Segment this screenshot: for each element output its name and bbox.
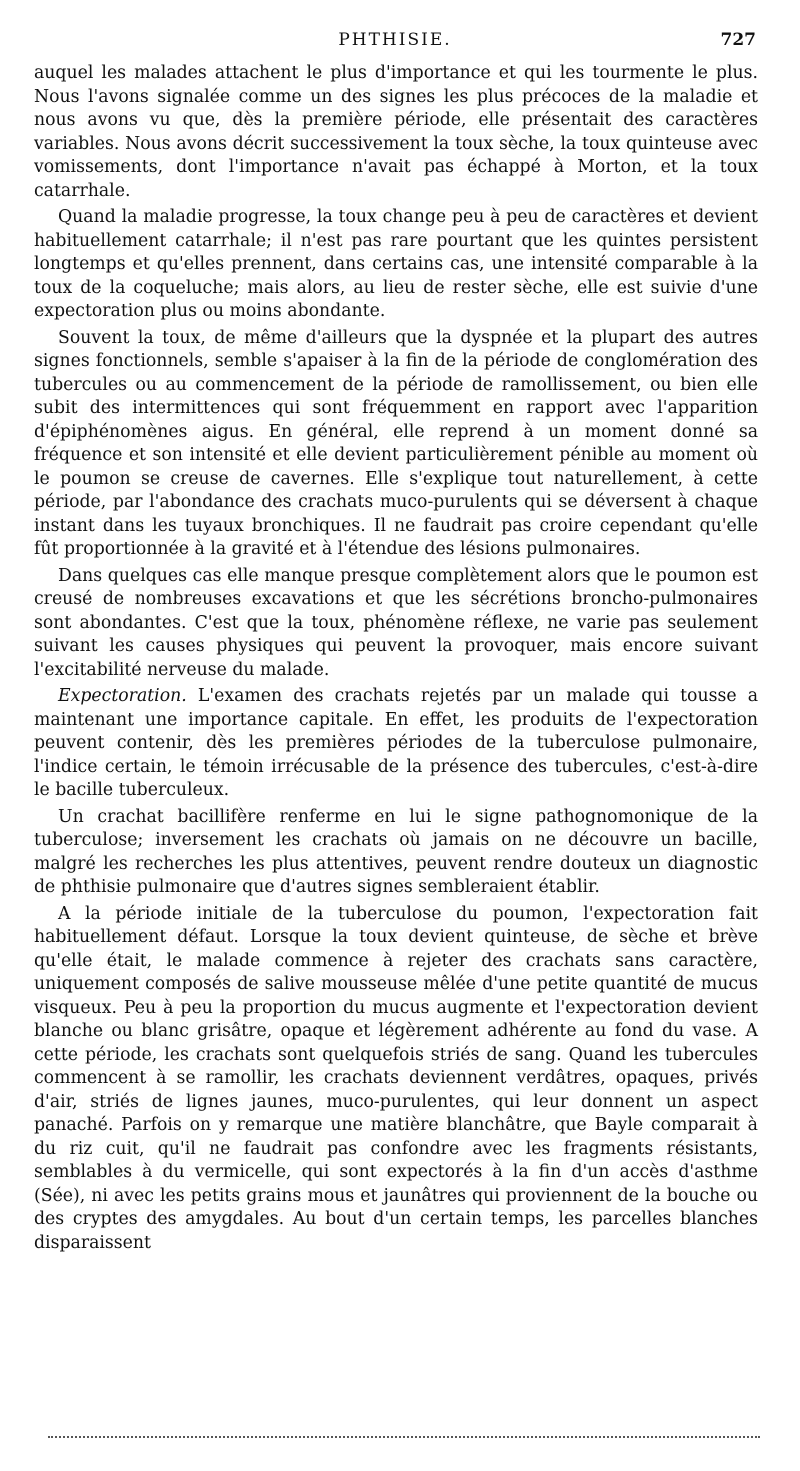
paragraph-text: A la période initiale de la tuberculose du poumon, l'expectoration fait habituellement défaut. Lorsque la toux devient quinteuse, de sèche et brève qu'elle était, le malade commence à rejeter des crachats sans caractère, uniquement composés de salive mousseuse mêlée d'une petite quantité de mucus visqueux. Peu à peu la proportion du mucus augmente et l'expectoration devient blanche ou blanc grisâtre, opaque et légèrement adhérente au fond du vase. A cette période, les crachats sont quelquefois striés de sang. Quand les tubercules commencent à se ramollir, les crachats deviennent verdâtres, opaques, privés d'air, striés de lignes jaunes, muco-purulentes, qui leur donnent un aspect panaché. Parfois on y remarque une matière blanchâtre, que Bayle comparait à du riz cuit, qu'il ne faudrait pas confondre avec les fragments résistants, semblables à du vermicelle, qui sont expectorés à la fin d'un accès d'asthme (Sée), ni avec les petits grains mous et jaunâtres qui proviennent de la bouche ou des cryptes des amygdales. Au bout d'un certain temps, les parcelles blanches disparaissent (34, 903, 758, 1253)
paragraph-text: auquel les malades attachent le plus d'importance et qui les tourmente le plus. Nous l'avons signalée comme un des signes les plus précoces de la maladie et nous avons vu que, dès la première période, elle présentait des caractères variables. Nous avons décrit successivement la toux sèche, la toux quinteuse avec vomissements, dont l'importance n'avait pas échappé à Morton, et la toux catarrhale. (34, 63, 758, 201)
paragraph-text: Souvent la toux, de même d'ailleurs que la dyspnée et la plupart des autres signes fonctionnels, semble s'apaiser à la fin de la période de conglomération des tubercules ou au commencement de la période de ramollissement, ou bien elle subit des intermittences qui sont fréquemment en rapport avec l'apparition d'épiphénomènes aigus. En général, elle reprend à un moment donné sa fréquence et son intensité et elle devient particulièrement pénible au moment où le poumon se creuse de cavernes. Elle s'explique tout naturellement, à cette période, par l'abondance des crachats muco-purulents qui se déversent à chaque instant dans les tuyaux bronchiques. Il ne faudrait pas croire cependant qu'elle fût proportionnée à la gravité et à l'étendue des lésions pulmonaires. (34, 327, 758, 559)
page-number: 727 (720, 30, 756, 50)
paragraph-toux-progression (34, 206, 758, 324)
paragraph-text: Dans quelques cas elle manque presque complètement alors que le poumon est creusé de nombreuses excavations et que les sécrétions broncho-pulmonaires sont abondantes. C'est que la toux, phénomène réflexe, ne varie pas seulement suivant les causes physiques qui peuvent la provoquer, mais encore suivant l'excitabilité nerveuse du malade. (34, 565, 758, 680)
paragraph-text: L'examen des crachats rejetés par un malade qui tousse a maintenant une importance capitale. En effet, les produits de l'expectoration peuvent contenir, dès les premières périodes de la tuberculose pulmonaire, l'indice certain, le témoin irrécusable de la présence des tubercules, c'est-à-dire le bacille tuberculeux. (34, 686, 758, 800)
paragraph-continuation (34, 62, 758, 203)
paragraph-periode-initiale (34, 903, 758, 1256)
section-lead-expectoration: Expectoration. (58, 686, 187, 706)
paragraph-text: Un crachat bacillifère renferme en lui le signe pathognomonique de la tuberculose; inversement les crachats où jamais on ne découvre un bacille, malgré les recherches les plus attentives, peuvent rendre douteux un diagnostic de phthisie pulmonaire que d'autres signes sembleraient établir. (34, 806, 758, 897)
footer-dotted-rule (48, 1436, 760, 1438)
body-text (34, 62, 758, 1255)
page-header (34, 30, 756, 54)
paragraph-expectoration (34, 685, 758, 803)
paragraph-toux-apaisement (34, 327, 758, 562)
paragraph-text: Quand la maladie progresse, la toux change peu à peu de caractères et devient habituellement catarrhale; il n'est pas rare pourtant que les quintes persistent longtemps et qu'elles prennent, dans certains cas, une intensité comparable à la toux de la coqueluche; mais alors, au lieu de rester sèche, elle est suivie d'une expectoration plus ou moins abondante. (34, 207, 758, 321)
running-title: PHTHISIE. (338, 30, 452, 50)
paragraph-crachat-bacillifere (34, 806, 758, 900)
paragraph-toux-absente (34, 565, 758, 683)
